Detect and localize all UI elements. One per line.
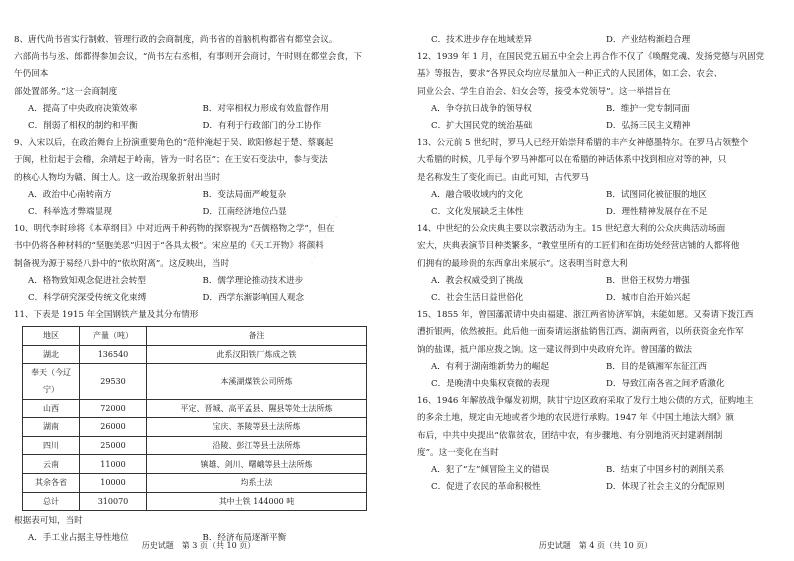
table-cell: 宝庆、茶陵等县土法所炼 [147, 418, 367, 437]
question-16 [417, 393, 773, 496]
question-11 [14, 307, 369, 547]
question-line: 10、明代李时珍将《本草纲目》中对近两千种药物的探察视为“吾儒格物之学”，但在 [14, 224, 335, 235]
question-14 [417, 221, 773, 307]
table-header: 备注 [147, 327, 367, 345]
options [14, 101, 369, 135]
options [417, 187, 773, 221]
option-d[interactable]: D．江南经济地位凸显 [202, 207, 287, 218]
option-b[interactable]: B．试图同化被征服的地区 [606, 189, 707, 200]
question-12 [417, 49, 773, 135]
right-page [397, 0, 794, 561]
table-cell: 奉天（今辽宁） [23, 364, 80, 399]
question-line: 漕折银两，依然被拒。此后他一面奏请运浙盐销售江西、湖南两省，以所获资金充作军 [417, 327, 744, 338]
option-c[interactable]: C．科学研究深受传统文化束缚 [28, 293, 147, 304]
table-cell: 沿陵、彭江等县土法所炼 [147, 436, 367, 455]
option-a[interactable]: A．手工业占据主导性地位 [28, 533, 129, 544]
option-b[interactable]: B．对宰相权力形成有效监督作用 [202, 103, 330, 114]
options [417, 462, 773, 496]
option-b[interactable]: B．维护一党专制同面 [606, 103, 690, 114]
table-cell: 25000 [80, 436, 147, 455]
table-cell: 29530 [80, 364, 147, 399]
option-c[interactable]: C．扩大国民党的统治基础 [431, 121, 533, 132]
option-c[interactable]: C．削弱了相权的制约和平衡 [28, 121, 138, 132]
table-header-row [23, 327, 367, 345]
table-cell: 其余各省 [23, 474, 80, 493]
question-line: 8、唐代尚书省实行制敕、管理行政的会商制度，尚书省的首脑机构都省有都堂会议。 [14, 35, 338, 45]
table-cell: 11000 [80, 455, 147, 474]
option-a[interactable]: A．提高了中央政府决策效率 [28, 103, 138, 114]
option-c[interactable]: C．科举选才弊端显现 [28, 207, 112, 218]
left-content [14, 32, 369, 548]
options [14, 187, 369, 221]
question-line: 制备视为源于易经八卦中的“依坎附离”。这反映出，当时 [14, 258, 230, 269]
question-line: 基》等报告，要求“各界民众均应尽量加入一种正式的人民团体，如工会、农会、 [417, 69, 723, 80]
table-row [23, 474, 367, 493]
option-a[interactable]: A．融合吸收域内的文化 [431, 189, 524, 200]
table-row [23, 364, 367, 399]
question-line: 16、1946 年解放战争爆发初期，陕甘宁边区政府采取了发行土地公债的方式，征购地主 [417, 396, 754, 407]
option-a[interactable]: A．政治中心南转南方 [28, 189, 112, 200]
question-13 [417, 135, 773, 221]
table-cell: 湖北 [23, 345, 80, 364]
options [417, 359, 773, 393]
options [417, 32, 773, 49]
question-8 [14, 32, 369, 135]
table-cell: 湖南 [23, 418, 80, 437]
option-d[interactable]: D．有利于行政部门的分工协作 [202, 121, 322, 132]
option-d[interactable]: D．西学东渐影响国人观念 [202, 293, 304, 304]
table-cell: 均系土法 [147, 474, 367, 493]
question-line: 是名称发生了变化而已。由此可知，古代罗马 [417, 172, 589, 183]
table-header: 地区 [23, 327, 80, 345]
table-cell: 本溪湖煤铁公司所炼 [147, 364, 367, 399]
question-9 [14, 135, 369, 221]
table-cell: 310070 [80, 492, 147, 511]
option-d[interactable]: D．体现了社会主义的分配原则 [606, 482, 725, 493]
question-line: 布后，中共中央提出“依靠贫农，团结中农，有步骤地、有分别地消灭封建剥削制 [417, 430, 723, 441]
option-d[interactable]: D．产业结构渐趋合理 [606, 35, 691, 45]
option-d[interactable]: D．理性精神发展存在不足 [606, 207, 708, 218]
question-line: 大希腊的时候，几乎每个罗马神都可以在希腊的神话体系中找到相应对等的神，只 [417, 155, 727, 166]
table-cell: 136540 [80, 345, 147, 364]
option-b[interactable]: B．结束了中国乡村的剥削关系 [606, 465, 725, 476]
table-row [23, 399, 367, 418]
option-c[interactable]: C．是晚清中央集权衰微的表现 [431, 379, 550, 390]
options [417, 101, 773, 135]
steel-output-table [22, 326, 367, 511]
table-cell: 平定、晋城、高平孟县、隰县等处土法所炼 [147, 399, 367, 418]
question-line: 15、1855 年，曾国藩派请中央由福建、浙江两省协济军饷，未能如愿。又奏请下拨江西 [417, 310, 754, 321]
question-11-continued [417, 32, 773, 49]
table-cell: 10000 [80, 474, 147, 493]
options [14, 273, 369, 307]
option-a[interactable]: A．教会权威受到了挑战 [431, 275, 524, 286]
table-cell: 26000 [80, 418, 147, 437]
option-b[interactable]: B．世俗王权势力增强 [606, 275, 690, 286]
table-cell: 云南 [23, 455, 80, 474]
question-line: 14、中世纪的公众庆典主要以宗教活动为主。15 世纪意大利的公众庆典活动场面 [417, 224, 726, 235]
options [417, 273, 773, 307]
question-line: 六部尚书与丞、郎都得参加会议，“尚书左右丞相，有事则开会商讨，午时则在都堂会食，下午仍回本 [14, 52, 363, 80]
question-line: 9、入宋以后，在政治舞台上扮演重要角色的“范仲淹起于吴、欧阳修起于楚、蔡襄起 [14, 138, 334, 149]
question-line: 12、1939 年 1 月，在国民党五届五中全会上再合作不仅了《唤醒党魂、发扬党德与巩固党 [417, 52, 765, 63]
option-c[interactable]: C．文化发展缺乏主体性 [431, 207, 524, 218]
option-c[interactable]: C．促进了农民的革命积极性 [431, 482, 541, 493]
option-d[interactable]: D．弘扬三民主义精神 [606, 121, 691, 132]
table-cell: 四川 [23, 436, 80, 455]
question-line: 同业公会、学生自治会、妇女会等，接受本党领导”。这一举措旨在 [417, 86, 671, 97]
question-line: 的多余土地，规定由无地或者少地的农民进行承购。1947 年《中国土地法大纲》颁 [417, 413, 734, 424]
table-cell: 总计 [23, 492, 80, 511]
question-line: 的核心人物均为赣、闽士人。这一政治现象折射出当时 [14, 172, 221, 183]
option-b[interactable]: B．目的是镇湘军东征江西 [606, 361, 707, 372]
question-line: 度”。这一变化在当时 [417, 447, 499, 458]
question-line: 书中仍将各种材料的“坚胞美恶”归因于“各具太极”。宋应星的《天工开物》将颜料 [14, 241, 324, 252]
right-content [417, 32, 773, 496]
table-cell: 镇雄、剑川、曙峨等县土法所炼 [147, 455, 367, 474]
option-c[interactable]: C．社会生活日益世俗化 [431, 293, 524, 304]
question-line: 11、下表是 1915 年全国钢铁产量及其分布情形 [14, 310, 199, 321]
question-line: 们拥有的最珍贵的东西拿出来展示”。这表明当时意大利 [417, 258, 628, 269]
option-a[interactable]: A．格物致知观念促进社会转型 [28, 275, 146, 286]
question-line: 宏大，庆典表演节目种类繁多，“教堂里所有的工匠们和在街坊处经营店铺的人都将他 [417, 241, 740, 252]
table-cell: 72000 [80, 399, 147, 418]
option-c[interactable]: C．技术进步存在地域差异 [431, 35, 533, 45]
table-row [23, 492, 367, 511]
option-b[interactable]: B．经济布局逐渐平衡 [202, 533, 287, 544]
option-a[interactable]: A．犯了“左”倾冒险主义的错误 [431, 465, 550, 476]
option-a[interactable]: A．有利于湖南维新势力的崛起 [431, 361, 549, 372]
table-row [23, 345, 367, 364]
page-footer: 历史试题 第 3 页（共 10 页） [141, 541, 256, 550]
question-line: 饷的盐课，抵户部应拨之饷。这一建议得到中央政府允许。曾国藩的做法 [417, 344, 693, 355]
table-row [23, 436, 367, 455]
option-b[interactable]: B．变法局面严峻复杂 [202, 189, 287, 200]
faint-watermark: · · · · · · · · · · [307, 213, 343, 267]
table-row [23, 418, 367, 437]
table-header: 产量（吨） [80, 327, 147, 345]
page-footer: 历史试题 第 4 页（共 10 页） [538, 541, 653, 550]
question-line: 根据表可知，当时 [14, 516, 83, 527]
option-d[interactable]: D．导致江南各省之间矛盾激化 [606, 379, 725, 390]
table-cell: 此系汉阳铁厂炼成之铁 [147, 345, 367, 364]
table-row [23, 455, 367, 474]
question-line: 部处置部务。”这一会商制度 [14, 86, 118, 97]
option-a[interactable]: A．争夺抗日战争的领导权 [431, 103, 532, 114]
option-d[interactable]: D．城市自治开始兴起 [606, 293, 691, 304]
option-b[interactable]: B．儒学理论推动技术进步 [202, 275, 304, 286]
question-15 [417, 307, 773, 393]
table-cell: 山西 [23, 399, 80, 418]
question-line: 于闽，杜衍起于会稽，余靖起于岭南，皆为一时名臣”；在王安石变法中，参与变法 [14, 155, 328, 166]
table-cell: 其中土铁 144000 吨 [147, 492, 367, 511]
question-line: 13、公元前 5 世纪时，罗马人已经开始崇拜希腊的丰产女神德墨特尔。在罗马占领整个 [417, 138, 749, 149]
